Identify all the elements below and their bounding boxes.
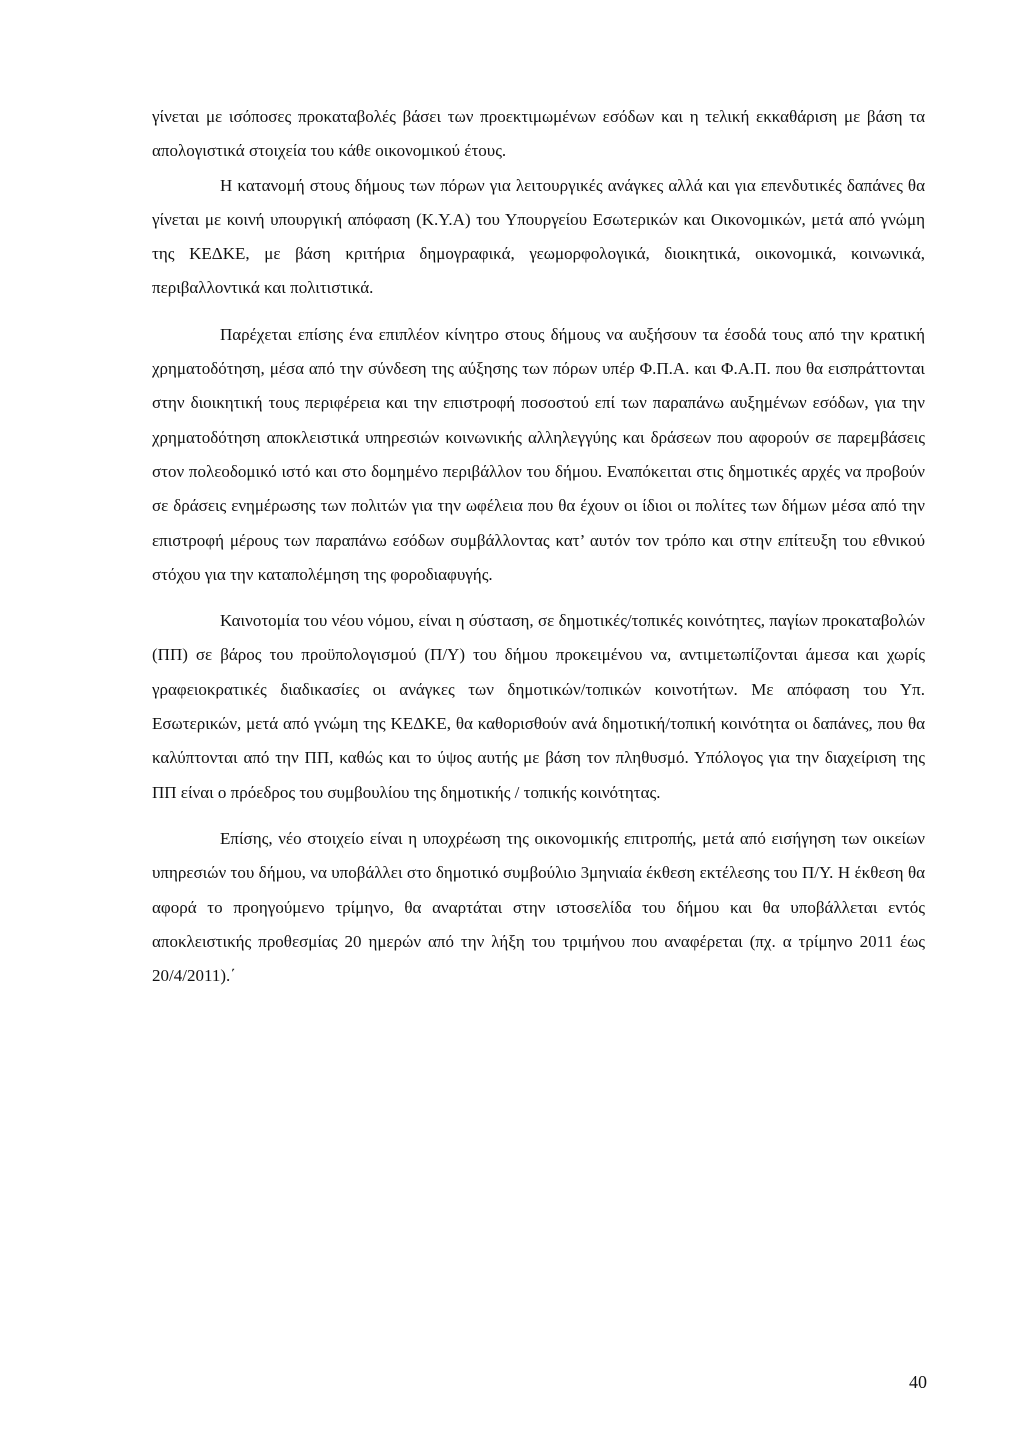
paragraph-4: Καινοτομία του νέου νόμου, είναι η σύσταση, σε δημοτικές/τοπικές κοινότητες, παγίων προκαταβολών (ΠΠ) σε βάρος του προϋπολογισμού (Π/Υ) του δήμου προκειμένου να, αντιμετωπίζονται άμεσα και χωρίς γραφειοκρατικές διαδικασίες οι ανάγκες των δημοτικών/τοπικών κοινοτήτων. Με απόφαση του Υπ. Εσωτερικών, μετά από γνώμη της ΚΕΔΚΕ, θα καθορισθούν ανά δημοτική/τοπική κοινότητα οι δαπάνες, που θα καλύπτονται από την ΠΠ, καθώς και το ύψος αυτής με βάση τον πληθυσμό. Υπόλογος για την διαχείριση της ΠΠ είναι ο πρόεδρος του συμβουλίου της δημοτικής / τοπικής κοινότητας. (152, 611, 925, 802)
document-body (152, 100, 925, 993)
paragraph-2: Η κατανομή στους δήμους των πόρων για λειτουργικές ανάγκες αλλά και για επενδυτικές δαπάνες θα γίνεται με κοινή υπουργική απόφαση (Κ.Υ.Α) του Υπουργείου Εσωτερικών και Οικονομικών, μετά από γνώμη της ΚΕΔΚΕ, με βάση κριτήρια δημογραφικά, γεωμορφολογικά, διοικητικά, οικονομικά, κοινωνικά, περιβαλλοντικά και πολιτιστικά. (152, 175, 925, 298)
paragraph-5: Επίσης, νέο στοιχείο είναι η υποχρέωση της οικονομικής επιτροπής, μετά από εισήγηση των οικείων υπηρεσιών του δήμου, να υποβάλλει στο δημοτικό συμβούλιο 3μηνιαία έκθεση εκτέλεσης του Π/Υ. Η έκθεση θα αφορά το προηγούμενο τρίμηνο, θα αναρτάται στην ιστοσελίδα του δήμου και θα υποβάλλεται εντός αποκλειστικής προθεσμίας 20 ημερών από την λήξη του τριμήνου που αναφέρεται (πχ. α τρίμηνο 2011 έως 20/4/2011).΄ (152, 828, 925, 986)
page-number: 40 (909, 1372, 927, 1392)
paragraph-3: Παρέχεται επίσης ένα επιπλέον κίνητρο στους δήμους να αυξήσουν τα έσοδά τους από την κρατική χρηματοδότηση, μέσα από την σύνδεση της αύξησης των πόρων υπέρ Φ.Π.Α. και Φ.Α.Π. που θα εισπράττονται στην διοικητική τους περιφέρεια και την επιστροφή ποσοστού επί των παραπάνω αυξημένων εσόδων, για την χρηματοδότηση αποκλειστικά υπηρεσιών κοινωνικής αλληλεγγύης και δράσεων που αφορούν σε παρεμβάσεις στον πολεοδομικό ιστό και στο δομημένο περιβάλλον του δήμου. Εναπόκειται στις δημοτικές αρχές να προβούν σε δράσεις ενημέρωσης των πολιτών για την ωφέλεια που θα έχουν οι ίδιοι οι πολίτες των δήμων μέσα από την επιστροφή μέρους των παραπάνω εσόδων συμβάλλοντας κατ’ αυτόν τον τρόπο και στην επίτευξη του εθνικού στόχου για την καταπολέμηση της φοροδιαφυγής. (152, 324, 925, 584)
paragraph-1: γίνεται με ισόποσες προκαταβολές βάσει των προεκτιμωμένων εσόδων και η τελική εκκαθάριση με βάση τα απολογιστικά στοιχεία του κάθε οικονομικού έτους. (152, 107, 925, 161)
